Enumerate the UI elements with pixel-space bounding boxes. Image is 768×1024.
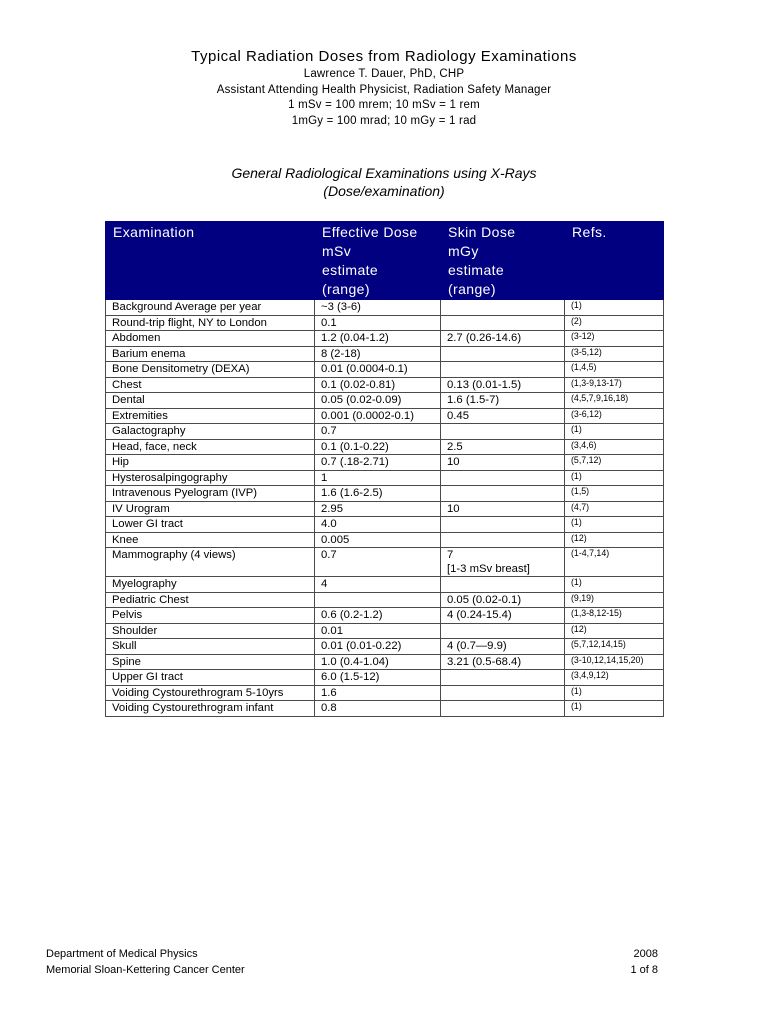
cell-skin-dose: 0.13 (0.01-1.5) [441,377,565,393]
table-row [106,470,664,486]
table-row [106,455,664,471]
cell-refs: (3,4,9,12) [565,670,664,686]
header-skin-dose: Skin Dose mGy estimate (range) [441,222,565,300]
cell-refs: (5,7,12) [565,455,664,471]
cell-effective-dose: 0.1 [315,315,441,331]
header-examination: Examination [106,222,315,300]
footer-department: Department of Medical Physics [46,948,198,960]
cell-skin-dose [441,486,565,502]
footer-page-number: 1 of 8 [630,963,658,976]
table-row [106,577,664,593]
cell-skin-dose: 2.7 (0.26-14.6) [441,331,565,347]
cell-effective-dose: 0.005 [315,532,441,548]
header-refs: Refs. [565,222,664,300]
table-row [106,300,664,316]
cell-skin-dose: 4 (0.24-15.4) [441,608,565,624]
cell-examination: Intravenous Pyelogram (IVP) [106,486,315,502]
author-position: Assistant Attending Health Physicist, Radiation Safety Manager [216,83,552,96]
cell-refs: (1-4,7,14) [565,548,664,577]
cell-refs: (1,3-8,12-15) [565,608,664,624]
footer-left [46,947,245,978]
table-row [106,486,664,502]
cell-refs: (12) [565,532,664,548]
author-name: Lawrence T. Dauer, PhD, CHP [303,68,465,80]
cell-refs: (3-5,12) [565,346,664,362]
cell-examination: Barium enema [106,346,315,362]
cell-effective-dose [315,592,441,608]
footer-right [630,947,658,978]
cell-skin-dose [441,362,565,378]
cell-effective-dose: 1.6 [315,685,441,701]
cell-effective-dose: ~3 (3-6) [315,300,441,316]
cell-skin-dose [441,623,565,639]
cell-effective-dose: 1.2 (0.04-1.2) [315,331,441,347]
section-title: General Radiological Examinations using X-Rays [231,165,537,181]
table-row [106,701,664,717]
document-title: Typical Radiation Doses from Radiology Examinations [191,48,577,65]
cell-skin-dose [441,532,565,548]
cell-skin-dose: 10 [441,501,565,517]
cell-effective-dose: 2.95 [315,501,441,517]
table-row [106,608,664,624]
table-row [106,592,664,608]
table-row [106,393,664,409]
cell-effective-dose: 1.6 (1.6-2.5) [315,486,441,502]
cell-examination: Head, face, neck [106,439,315,455]
table-row [106,439,664,455]
cell-skin-dose: 7 [1-3 mSv breast] [441,548,565,577]
cell-refs: (1) [565,517,664,533]
table-row [106,424,664,440]
table-row [106,346,664,362]
table-row [106,532,664,548]
cell-refs: (1) [565,424,664,440]
cell-refs: (1,3-9,13-17) [565,377,664,393]
cell-skin-dose [441,315,565,331]
cell-examination: Abdomen [106,331,315,347]
cell-examination: Background Average per year [106,300,315,316]
cell-skin-dose [441,685,565,701]
unit-conversion-sievert: 1 mSv = 100 mrem; 10 mSv = 1 rem [288,99,480,111]
cell-refs: (1,4,5) [565,362,664,378]
cell-skin-dose: 3.21 (0.5-68.4) [441,654,565,670]
cell-refs: (3-6,12) [565,408,664,424]
cell-examination: Upper GI tract [106,670,315,686]
cell-skin-dose: 2.5 [441,439,565,455]
cell-skin-dose: 0.45 [441,408,565,424]
cell-refs: (1,5) [565,486,664,502]
cell-skin-dose [441,577,565,593]
cell-examination: Mammography (4 views) [106,548,315,577]
cell-skin-dose [441,346,565,362]
cell-refs: (3,4,6) [565,439,664,455]
cell-examination: Spine [106,654,315,670]
cell-examination: Pediatric Chest [106,592,315,608]
table-row [106,517,664,533]
cell-skin-dose: 4 (0.7—9.9) [441,639,565,655]
cell-examination: Lower GI tract [106,517,315,533]
cell-refs: (1) [565,701,664,717]
cell-effective-dose: 4 [315,577,441,593]
cell-refs: (4,5,7,9,16,18) [565,393,664,409]
table-row [106,685,664,701]
cell-examination: Knee [106,532,315,548]
cell-refs: (5,7,12,14,15) [565,639,664,655]
cell-examination: IV Urogram [106,501,315,517]
table-row [106,331,664,347]
cell-refs: (12) [565,623,664,639]
unit-conversion-gray: 1mGy = 100 mrad; 10 mGy = 1 rad [291,114,477,127]
cell-examination: Bone Densitometry (DEXA) [106,362,315,378]
cell-effective-dose: 0.7 [315,424,441,440]
footer-year: 2008 [633,948,658,960]
cell-skin-dose [441,470,565,486]
cell-refs: (1) [565,685,664,701]
table-row [106,315,664,331]
cell-examination: Hysterosalpingography [106,470,315,486]
table-row [106,548,664,577]
section-subtitle: (Dose/examination) [323,183,445,199]
cell-examination: Galactography [106,424,315,440]
cell-effective-dose: 0.7 (.18-2.71) [315,455,441,471]
cell-examination: Skull [106,639,315,655]
cell-refs: (1) [565,470,664,486]
cell-skin-dose: 0.05 (0.02-0.1) [441,592,565,608]
cell-effective-dose: 1 [315,470,441,486]
cell-examination: Shoulder [106,623,315,639]
cell-skin-dose [441,424,565,440]
table-row [106,501,664,517]
cell-skin-dose: 10 [441,455,565,471]
table-row [106,408,664,424]
cell-effective-dose: 0.7 [315,548,441,577]
cell-refs: (3-12) [565,331,664,347]
table-row [106,623,664,639]
table-header-row [106,222,664,300]
table-body [106,300,664,717]
cell-effective-dose: 0.01 (0.0004-0.1) [315,362,441,378]
cell-skin-dose [441,670,565,686]
cell-refs: (1) [565,577,664,593]
cell-effective-dose: 4.0 [315,517,441,533]
section-heading [0,164,768,200]
cell-effective-dose: 1.0 (0.4-1.04) [315,654,441,670]
cell-examination: Voiding Cystourethrogram 5-10yrs [106,685,315,701]
cell-effective-dose: 0.05 (0.02-0.09) [315,393,441,409]
cell-examination: Extremities [106,408,315,424]
cell-effective-dose: 0.6 (0.2-1.2) [315,608,441,624]
cell-effective-dose: 0.001 (0.0002-0.1) [315,408,441,424]
cell-examination: Myelography [106,577,315,593]
cell-effective-dose: 0.8 [315,701,441,717]
cell-skin-dose [441,517,565,533]
cell-examination: Dental [106,393,315,409]
cell-examination: Round-trip flight, NY to London [106,315,315,331]
table-row [106,654,664,670]
cell-effective-dose: 6.0 (1.5-12) [315,670,441,686]
cell-effective-dose: 0.1 (0.1-0.22) [315,439,441,455]
footer-institution: Memorial Sloan-Kettering Cancer Center [46,963,245,976]
table-row [106,362,664,378]
cell-examination: Voiding Cystourethrogram infant [106,701,315,717]
document-header [0,47,768,129]
cell-examination: Hip [106,455,315,471]
table-row [106,639,664,655]
cell-effective-dose: 8 (2-18) [315,346,441,362]
cell-effective-dose: 0.1 (0.02-0.81) [315,377,441,393]
cell-refs: (1) [565,300,664,316]
cell-refs: (4,7) [565,501,664,517]
cell-refs: (2) [565,315,664,331]
cell-effective-dose: 0.01 (0.01-0.22) [315,639,441,655]
cell-skin-dose: 1.6 (1.5-7) [441,393,565,409]
radiation-dose-table [105,221,664,717]
skin-dose-note: [1-3 mSv breast] [447,562,530,575]
cell-skin-dose [441,701,565,717]
table-row [106,377,664,393]
cell-effective-dose: 0.01 [315,623,441,639]
cell-examination: Pelvis [106,608,315,624]
cell-refs: (9,19) [565,592,664,608]
header-effective-dose: Effective Dose mSv estimate (range) [315,222,441,300]
cell-refs: (3-10,12,14,15,20) [565,654,664,670]
cell-skin-dose [441,300,565,316]
cell-examination: Chest [106,377,315,393]
table-row [106,670,664,686]
